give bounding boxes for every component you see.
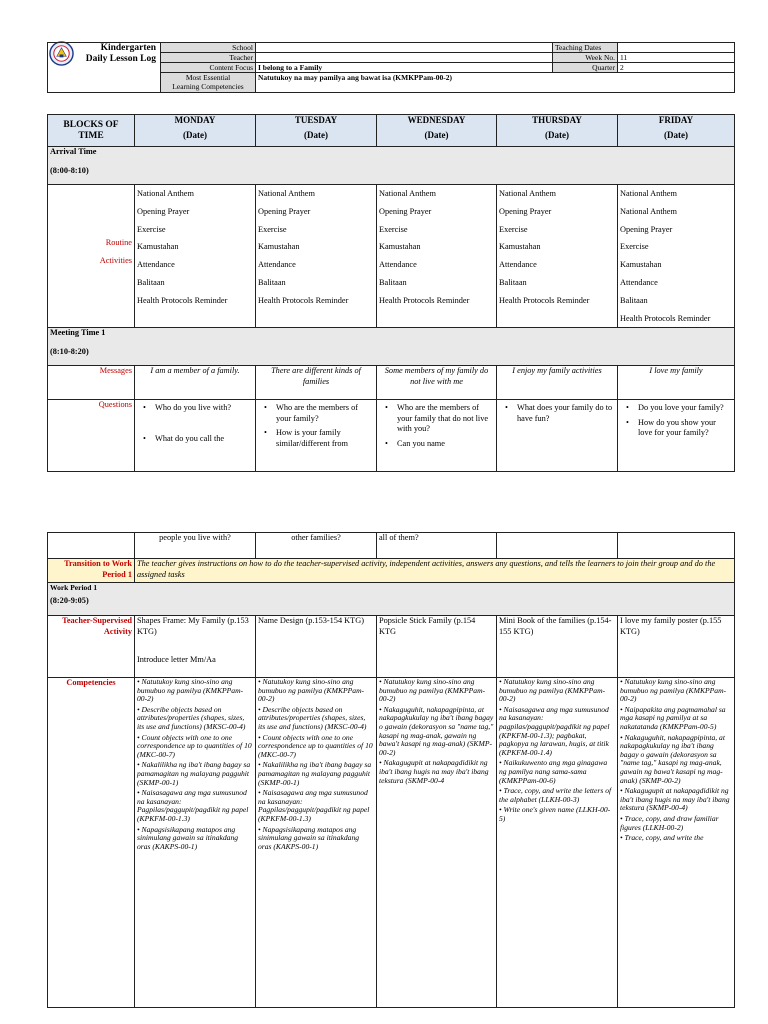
day-header-thursday: THURSDAY (Date): [497, 115, 618, 147]
quarter-label: Quarter: [553, 63, 618, 73]
continuation-thursday: [497, 533, 618, 559]
melc-value[interactable]: Natutukoy na may pamilya ang bawat isa (KMKPPam-00-2): [256, 73, 735, 93]
competencies-monday: • Natutukoy kung sino-sino ang bumubuo ng pamilya (KMKPPam-00-2) • Describe objects based on attributes/properties (shapes, sizes, its use and functions) (MKSC-00-4) • Count objects with one to one correspondence up to quantities of 10 (MKC-00-7) • Nakalilikha ng iba't ibang bagay sa pamamagitan ng malayang pagguhit (SKMP-00-1) • Naisasagawa ang mga sumusunod na kasanayan: Pagpilas/paggupit/pagdikit ng papel (KPKFM-00-1.3) • Napagsisikapang matapos ang sinimulang gawain sa itinakdang oras (KAKPS-00-1): [135, 678, 256, 1008]
schedule-table-page2: [47, 532, 735, 1008]
day-header-monday: MONDAY (Date): [135, 115, 256, 147]
form-title: Kindergarten: [100, 43, 156, 53]
blocks-of-time-header: BLOCKS OF TIME: [48, 115, 135, 147]
message-wednesday: Some members of my family do not live with me: [377, 366, 497, 400]
header-table: [47, 42, 735, 93]
questions-thursday: [497, 400, 618, 472]
question-item: • Do you love your family?: [638, 403, 732, 414]
quarter-value[interactable]: 2: [618, 63, 735, 73]
teacher-label: Teacher: [161, 53, 256, 63]
routine-wednesday: National Anthem Opening Prayer Exercise Kamustahan Attendance Balitaan Health Protocols Reminder: [377, 185, 497, 328]
routine-friday: National Anthem National Anthem Opening Prayer Exercise Kamustahan Attendance Balitaan Health Protocols Reminder: [618, 185, 735, 328]
continuation-wednesday: all of them?: [377, 533, 497, 559]
message-monday: I am a member of a family.: [135, 366, 256, 400]
melc-label-line2: Learning Competencies: [172, 82, 244, 91]
day-header-friday: FRIDAY (Date): [618, 115, 735, 147]
school-label: School: [161, 43, 256, 53]
content-focus-label: Content Focus: [161, 63, 256, 73]
question-item: • What does your family do to have fun?: [517, 403, 615, 424]
routine-thursday: National Anthem Opening Prayer Exercise Kamustahan Attendance Balitaan Health Protocols Reminder: [497, 185, 618, 328]
messages-label: Messages: [48, 366, 135, 400]
page-one: [0, 0, 768, 490]
question-item: • How do you show your love for your family?: [638, 418, 732, 439]
tsa-thursday: Mini Book of the families (p.154-155 KTG): [497, 616, 618, 678]
questions-label: Questions: [48, 400, 135, 472]
routine-monday: National Anthem Opening Prayer Exercise Kamustahan Attendance Balitaan Health Protocols Reminder: [135, 185, 256, 328]
day-header-wednesday: WEDNESDAY (Date): [377, 115, 497, 147]
questions-wednesday: [377, 400, 497, 472]
routine-activities-label: Routine Activities: [48, 185, 135, 328]
week-label: Week No.: [553, 53, 618, 63]
competencies-friday: • Natutukoy kung sino-sino ang bumubuo ng pamilya (KMKPPam-00-2) • Naipapakita ang pagmamahal sa mga kasapi ng pamilya at sa nakatatanda (KMKPPam-00-5) • Nakaguguhit, nakapagpipinta, at nakapagkukulay ng iba't ibang bagay o gawain (dekorasyon sa "name tag," kasapi ng mag-anak, gawain ng bawa't kasapi ng mag-anak) (SKMP-00-2) • Nakagugupit at nakapagdidikit ng iba't ibang hugis na may iba't ibang tekstura (SKMP-00-4) • Trace, copy, and draw familiar figures (LLKH-00-2) • Trace, copy, and write the: [618, 678, 735, 1008]
questions-monday: [135, 400, 256, 472]
melc-label-line1: Most Essential: [185, 73, 231, 82]
message-tuesday: There are different kinds of families: [256, 366, 377, 400]
competencies-wednesday: • Natutukoy kung sino-sino ang bumubuo ng pamilya (KMKPPam-00-2) • Nakaguguhit, nakapagpipinta, at nakapagkukulay ng iba't ibang bagay o gawain (dekorasyon sa "name tag," kasapi ng mag-anak, gawain ng bawa't kasapi ng mag-anak) (SKMP-00-2) • Nakagugupit at nakapagdidikit ng iba't ibang hugis na may iba't ibang tekstura (SKMP-00-4: [377, 678, 497, 1008]
message-thursday: I enjoy my family activities: [497, 366, 618, 400]
meeting-time-block: Meeting Time 1 (8:10-8:20): [48, 328, 735, 366]
work-period-block: Work Period 1 (8:20-9:05): [48, 583, 735, 616]
questions-tuesday: [256, 400, 377, 472]
transition-label: Transition to Work Period 1: [48, 559, 135, 583]
message-friday: I love my family: [618, 366, 735, 400]
transition-text: The teacher gives instructions on how to do the teacher-supervised activity, independent activities, answers any questions, and tells the learners to join their group and do the assigned tasks: [135, 559, 735, 583]
teacher-value[interactable]: [256, 53, 553, 63]
competencies-label: Competencies: [48, 678, 135, 1008]
form-subtitle: Daily Lesson Log: [85, 54, 156, 64]
content-focus-value[interactable]: I belong to a Family: [256, 63, 553, 73]
tsa-tuesday: Name Design (p.153-154 KTG): [256, 616, 377, 678]
question-item: • Who are the members of your family?: [276, 403, 374, 424]
continuation-friday: [618, 533, 735, 559]
school-value[interactable]: [256, 43, 553, 53]
tsa-monday: Shapes Frame: My Family (p.153 KTG) Introduce letter Mm/Aa: [135, 616, 256, 678]
teacher-supervised-label: Teacher-Supervised Activity: [48, 616, 135, 678]
question-item: • How is your family similar/different from: [276, 428, 374, 449]
competencies-thursday: • Natutukoy kung sino-sino ang bumubuo ng pamilya (KMKPPam-00-2) • Naisasagawa ang mga sumusunod na kasanayan: pagpilas/paggupit/pagdikit ng papel (KPKFM-00-1.3); pagbakat, pagkopya ng larawan, hugis, at titik (KPKFM-00-1.4) • Naikukuwento ang mga ginagawa ng pamilya nang sama-sama (KMKPPam-00-6) • Trace, copy, and write the letters of the alphabet (LLKH-00-3) • Write one's given name (LLKH-00-5): [497, 678, 618, 1008]
question-item: • What do you call the: [155, 434, 253, 445]
question-item: • Who are the members of your family that do not live with you?: [397, 403, 494, 435]
schedule-table-page1: [47, 114, 735, 472]
continuation-monday: people you live with?: [135, 533, 256, 559]
week-value[interactable]: 11: [618, 53, 735, 63]
questions-friday: [618, 400, 735, 472]
routine-tuesday: National Anthem Opening Prayer Exercise Kamustahan Attendance Balitaan Health Protocols Reminder: [256, 185, 377, 328]
competencies-tuesday: • Natutukoy kung sino-sino ang bumubuo ng pamilya (KMKPPam-00-2) • Describe objects based on attributes/properties (shapes, sizes, its use and functions) (MKSC-00-4) • Count objects with one to one correspondence up to quantities of 10 (MKC-00-7) • Nakalilikha ng iba't ibang bagay sa pamamagitan ng malayang pagguhit (SKMP-00-1) • Naisasagawa ang mga sumusunod na kasanayan: Pagpilas/paggupit/pagdikit ng papel (KPKFM-00-1.3) • Napagsisikapang matapos ang sinimulang gawain sa itinakdang oras (KAKPS-00-1): [256, 678, 377, 1008]
continuation-tuesday: other families?: [256, 533, 377, 559]
question-item: • Can you name: [397, 439, 494, 450]
teaching-dates-value[interactable]: [618, 43, 735, 53]
tsa-wednesday: Popsicle Stick Family (p.154 KTG: [377, 616, 497, 678]
question-item: • Who do you live with?: [155, 403, 253, 414]
page-two: [0, 518, 768, 1024]
teaching-dates-label: Teaching Dates: [553, 43, 618, 53]
arrival-time-block: Arrival Time (8:00-8:10): [48, 147, 735, 185]
tsa-friday: I love my family poster (p.155 KTG): [618, 616, 735, 678]
day-header-tuesday: TUESDAY (Date): [256, 115, 377, 147]
